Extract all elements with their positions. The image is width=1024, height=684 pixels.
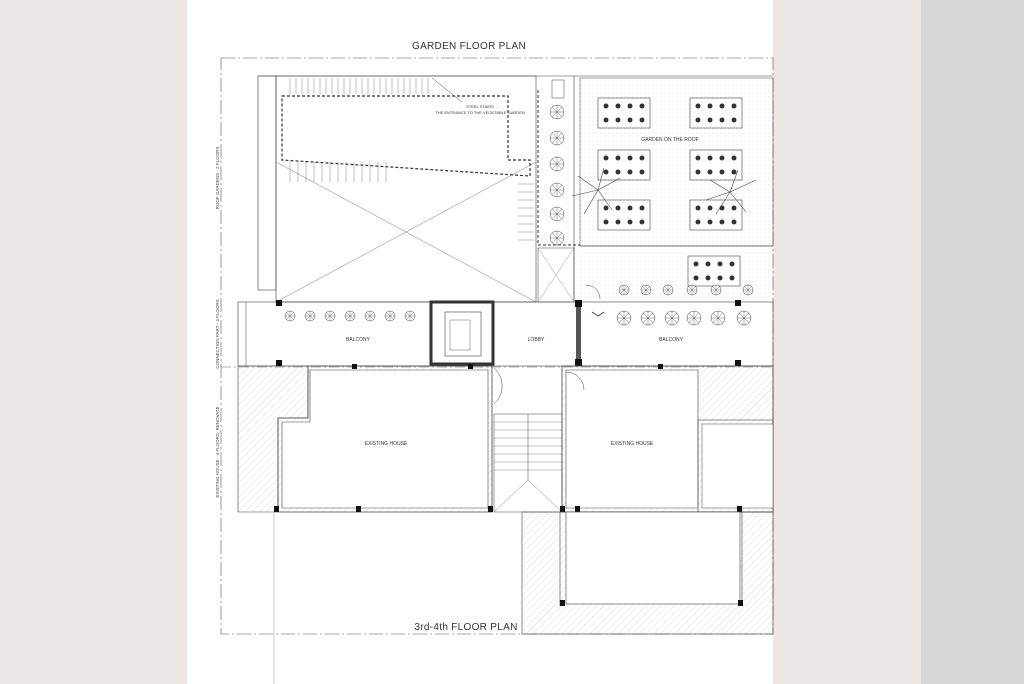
third-fourth-floor-plan-title: 3rd-4th FLOOR PLAN	[414, 622, 518, 633]
garden-on-roof-label: GARDEN ON THE ROOF	[641, 137, 699, 143]
balcony-right-label: BALCONY	[659, 337, 683, 343]
side-label-connection-part: CONNECTION PART - 4 FLOORS	[215, 299, 220, 369]
garden-floor-plan-title: GARDEN FLOOR PLAN	[411, 41, 527, 52]
stairs-note-line-1: STEEL STAIRS	[466, 104, 494, 109]
existing-house-left-label: EXISTING HOUSE	[364, 441, 408, 447]
lower-annex	[274, 512, 773, 684]
existing-house-right-label: EXISTING HOUSE	[610, 441, 654, 447]
stairs-note-line-2: THE ENTRANCE TO THE VEGETABLE GARDEN	[435, 110, 525, 115]
lobby-label: LOBBY	[527, 337, 545, 343]
staircase	[494, 368, 562, 512]
existing-house-left	[238, 366, 493, 512]
side-label-existing-house: EXISTING HOUSE - 4 FLOORS- RENOVATE	[215, 406, 220, 498]
side-label-roof-gardens: ROOF GARDENS - 2 FLOORS	[215, 146, 220, 210]
garden-on-roof-area	[572, 78, 773, 298]
balcony-left-label: BALCONY	[346, 337, 370, 343]
